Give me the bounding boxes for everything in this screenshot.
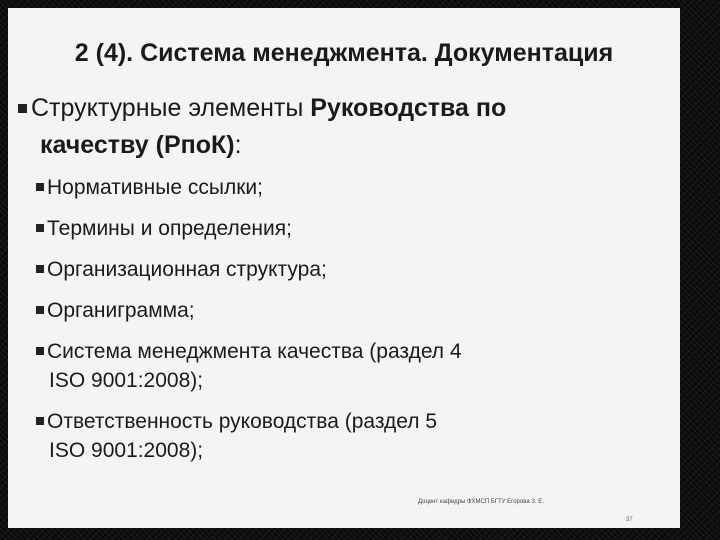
list-item	[36, 407, 636, 465]
main-item-bold-text: Руководства по	[310, 94, 507, 122]
square-bullet-icon	[36, 265, 44, 273]
main-bullet-line2	[18, 127, 618, 164]
list-item-text: Органиграмма;	[47, 299, 195, 322]
square-bullet-icon	[36, 224, 44, 232]
square-bullet-icon	[18, 104, 27, 113]
square-bullet-icon	[36, 183, 44, 191]
list-item-text: Нормативные ссылки;	[47, 176, 263, 199]
footer-author: Доцент кафедры ФХМСП БГТУ Егорова З. Е.	[418, 499, 544, 505]
list-item	[36, 214, 636, 243]
page-number: 37	[626, 517, 633, 523]
sub-bullet-list	[36, 173, 636, 477]
list-item-text: Система менеджмента качества (раздел 4	[47, 340, 462, 363]
main-bullet-item	[18, 90, 618, 164]
main-item-text: Структурные элементы	[31, 94, 311, 122]
main-item-colon: :	[234, 131, 242, 159]
slide	[8, 8, 680, 528]
list-item	[36, 255, 636, 284]
square-bullet-icon	[36, 417, 44, 425]
main-item-bold-text-2: качеству (РпоК)	[40, 131, 235, 159]
list-item-continuation: ISO 9001:2008);	[49, 439, 204, 462]
list-item-text: Термины и определения;	[47, 217, 292, 240]
list-item-text: Ответственность руководства (раздел 5	[47, 410, 437, 433]
list-item	[36, 337, 636, 395]
square-bullet-icon	[36, 306, 44, 314]
list-item-text: Организационная структура;	[47, 258, 327, 281]
list-item	[36, 173, 636, 202]
square-bullet-icon	[36, 347, 44, 355]
list-item	[36, 296, 636, 325]
main-bullet-line1	[18, 90, 618, 127]
slide-title: 2 (4). Система менеджмента. Документация	[74, 39, 614, 67]
list-item-continuation: ISO 9001:2008);	[49, 369, 204, 392]
